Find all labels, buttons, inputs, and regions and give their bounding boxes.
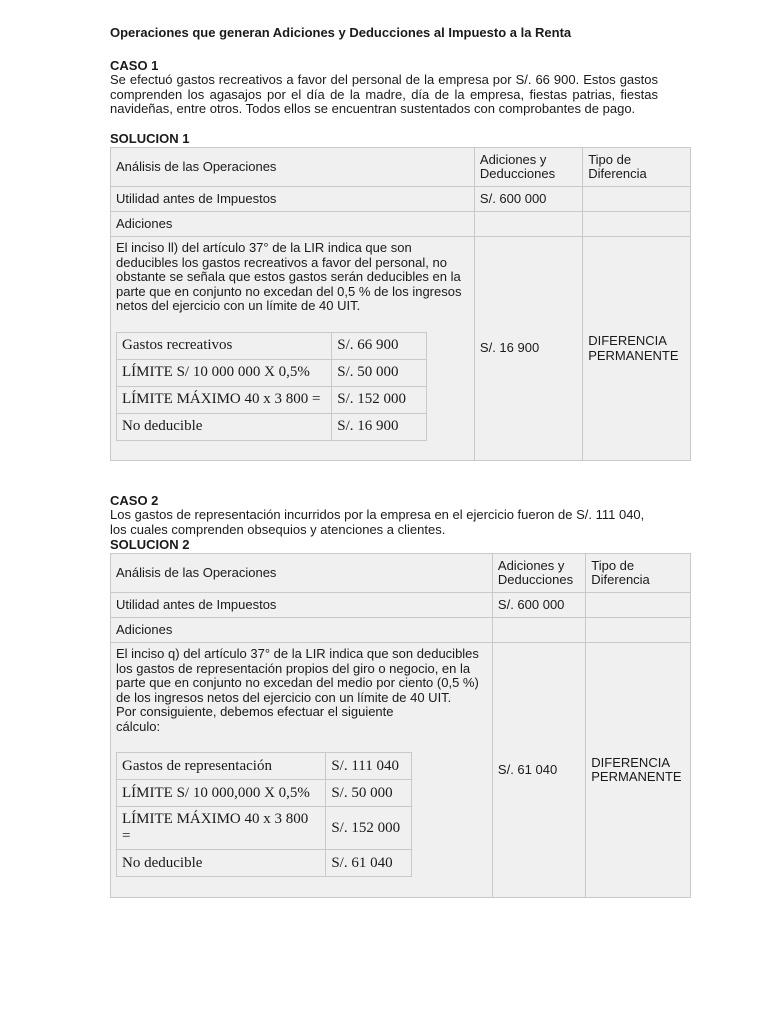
analysis-cell: [111, 643, 493, 898]
calc-label: No deducible: [117, 850, 326, 877]
calc-value: S/. 111 040: [326, 753, 412, 780]
header-difference-type: Tipo de Diferencia: [583, 148, 691, 187]
solution-1-table: [110, 147, 691, 461]
calc-label: No deducible: [117, 413, 332, 440]
empty-cell: [586, 618, 691, 643]
header-analysis: Análisis de las Operaciones: [111, 148, 475, 187]
calc-value: S/. 16 900: [332, 413, 427, 440]
calculation-table: [116, 752, 412, 877]
calc-label: LÍMITE S/ 10 000,000 X 0,5%: [117, 780, 326, 807]
header-analysis: Análisis de las Operaciones: [111, 554, 493, 593]
calc-row: [117, 753, 412, 780]
addition-amount: S/. 61 040: [492, 643, 585, 898]
calc-row: [117, 359, 427, 386]
table-row: [111, 618, 691, 643]
header-adjustments: Adiciones y Deducciones: [492, 554, 585, 593]
analysis-text-continued: Por consiguiente, debemos efectuar el siguiente cálculo:: [116, 704, 394, 734]
additions-label: Adiciones: [111, 212, 475, 237]
profit-label: Utilidad antes de Impuestos: [111, 187, 475, 212]
table-header-row: [111, 148, 691, 187]
empty-cell: [492, 618, 585, 643]
table-row: [111, 212, 691, 237]
header-difference-type: Tipo de Diferencia: [586, 554, 691, 593]
case-2-description: Los gastos de representación incurridos por la empresa en el ejercicio fueron de S/. 111 040, los cuales comprenden obsequios y atenciones a clientes.: [110, 507, 645, 537]
table-row: [111, 237, 691, 461]
calc-label: Gastos de representación: [117, 753, 326, 780]
profit-amount: S/. 600 000: [474, 187, 582, 212]
solution-2-table: [110, 553, 691, 898]
empty-cell: [474, 212, 582, 237]
document-title: Operaciones que generan Adiciones y Deducciones al Impuesto a la Renta: [110, 25, 572, 40]
calc-value: S/. 152 000: [326, 807, 412, 850]
calc-row: [117, 332, 427, 359]
calc-row: [117, 413, 427, 440]
calc-value: S/. 61 040: [326, 850, 412, 877]
calc-label: LÍMITE MÁXIMO 40 x 3 800 =: [117, 807, 326, 850]
addition-amount: S/. 16 900: [474, 237, 582, 461]
calc-row: [117, 850, 412, 877]
calc-row: [117, 780, 412, 807]
empty-cell: [586, 593, 691, 618]
table-header-row: [111, 554, 691, 593]
table-row: [111, 593, 691, 618]
case-1-description: Se efectuó gastos recreativos a favor del personal de la empresa por S/. 66 900. Estos gastos comprenden los agasajos por el día de la madre, día de la empresa, fiestas patrias, fiestas navideñas, entre otros. Todos ellos se encuentran sustentados con comprobantes de pago.: [110, 72, 658, 117]
header-adjustments: Adiciones y Deducciones: [474, 148, 582, 187]
calc-value: S/. 50 000: [332, 359, 427, 386]
difference-type: DIFERENCIA PERMANENTE: [586, 643, 691, 898]
calc-label: LÍMITE MÁXIMO 40 x 3 800 =: [117, 386, 332, 413]
analysis-text: El inciso ll) del artículo 37° de la LIR indica que son deducibles los gastos recreativos a favor del personal, no obstante se señala que estos gastos serán deducibles en la parte que en conjunto no excedan del 0,5 % de los ingresos netos del ejercicio con un límite de 40 UIT.: [116, 240, 462, 313]
calc-value: S/. 50 000: [326, 780, 412, 807]
calc-value: S/. 66 900: [332, 332, 427, 359]
calc-row: [117, 386, 427, 413]
calculation-table: [116, 332, 427, 441]
analysis-cell: [111, 237, 475, 461]
empty-cell: [583, 187, 691, 212]
calc-row: [117, 807, 412, 850]
calc-label: Gastos recreativos: [117, 332, 332, 359]
table-row: [111, 187, 691, 212]
calc-value: S/. 152 000: [332, 386, 427, 413]
profit-label: Utilidad antes de Impuestos: [111, 593, 493, 618]
case-1-label: CASO 1: [110, 58, 159, 73]
analysis-text: El inciso q) del artículo 37° de la LIR indica que son deducibles los gastos de representación propios del giro o negocio, en la parte que en conjunto no excedan del medio por ciento (0,5 %) de los ingresos netos del ejercicio con un límite de 40 UIT.: [116, 646, 479, 705]
solution-2-label: SOLUCION 2: [110, 537, 190, 552]
calc-label: LÍMITE S/ 10 000 000 X 0,5%: [117, 359, 332, 386]
solution-1-label: SOLUCION 1: [110, 131, 190, 146]
empty-cell: [583, 212, 691, 237]
additions-label: Adiciones: [111, 618, 493, 643]
case-2-label: CASO 2: [110, 493, 159, 508]
table-row: [111, 643, 691, 898]
difference-type: DIFERENCIA PERMANENTE: [583, 237, 691, 461]
profit-amount: S/. 600 000: [492, 593, 585, 618]
